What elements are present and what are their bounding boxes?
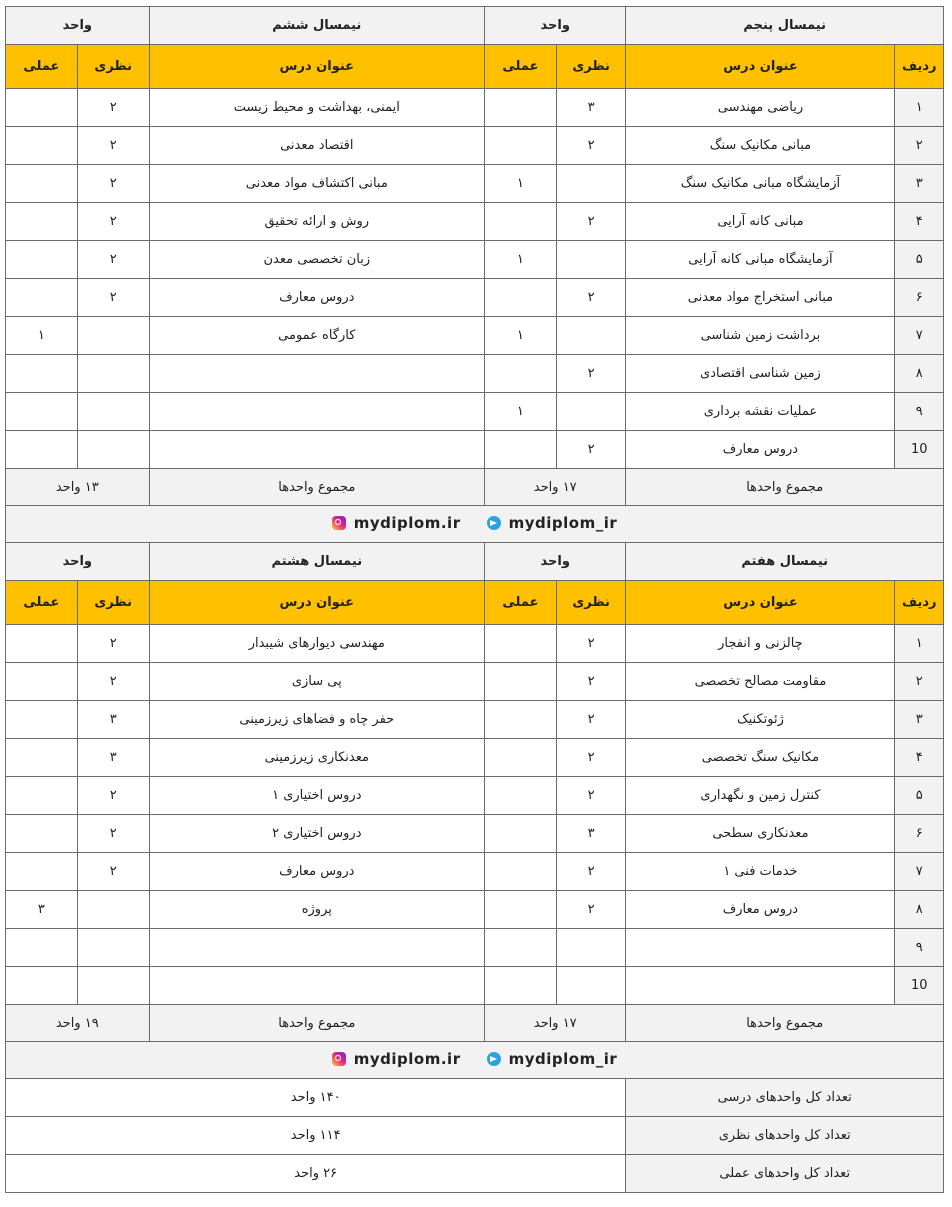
left-course-title-header: عنوان درس [149, 45, 485, 89]
left-theory-units: ۲ [77, 663, 149, 701]
left-theory-units: ۲ [77, 279, 149, 317]
grand-total-label: تعداد کل واحدهای عملی [626, 1155, 944, 1193]
right-practical-units [485, 663, 557, 701]
column-header-row [6, 581, 944, 625]
left-course-title: معدنکاری زیرزمینی [149, 739, 485, 777]
telegram-handle[interactable]: mydiplom_ir [508, 514, 618, 532]
right-practical-units [485, 625, 557, 663]
right-theory-units: ۳ [556, 815, 626, 853]
right-practical-units [485, 279, 557, 317]
left-theory-units: ۲ [77, 127, 149, 165]
right-practical-header: عملی [485, 45, 557, 89]
instagram-handle[interactable]: mydiplom.ir [353, 514, 461, 532]
left-practical-units [6, 967, 78, 1005]
total-units-row [6, 1005, 944, 1042]
right-semester-title: نیمسال هفتم [626, 543, 944, 581]
left-practical-units [6, 279, 78, 317]
telegram-icon [487, 1052, 501, 1066]
right-practical-header: عملی [485, 581, 557, 625]
row-number: ۹ [895, 929, 944, 967]
left-theory-units: ۲ [77, 165, 149, 203]
table-row [6, 279, 944, 317]
table-row [6, 431, 944, 469]
left-practical-units [6, 815, 78, 853]
right-theory-units: ۲ [556, 625, 626, 663]
left-course-title [149, 929, 485, 967]
instagram-icon [332, 516, 346, 530]
row-number: ۴ [895, 203, 944, 241]
grand-total-label: تعداد کل واحدهای درسی [626, 1079, 944, 1117]
social-row [6, 506, 944, 543]
row-number: ۵ [895, 241, 944, 279]
right-course-title: چالزنی و انفجار [626, 625, 895, 663]
table-row [6, 853, 944, 891]
table-row [6, 815, 944, 853]
right-practical-units: ۱ [485, 317, 557, 355]
right-practical-units [485, 355, 557, 393]
left-course-title [149, 393, 485, 431]
left-practical-units: ۳ [6, 891, 78, 929]
left-theory-units: ۲ [77, 89, 149, 127]
table-row [6, 891, 944, 929]
left-total-value: ۱۹ واحد [6, 1005, 150, 1042]
right-course-title-header: عنوان درس [626, 581, 895, 625]
left-practical-units [6, 777, 78, 815]
left-course-title: مبانی اکتشاف مواد معدنی [149, 165, 485, 203]
right-practical-units [485, 89, 557, 127]
left-course-title: دروس معارف [149, 279, 485, 317]
right-total-label: مجموع واحدها [626, 1005, 944, 1042]
right-practical-units [485, 853, 557, 891]
right-course-title: آزمایشگاه مبانی مکانیک سنگ [626, 165, 895, 203]
left-course-title: مهندسی دیوارهای شیبدار [149, 625, 485, 663]
row-number: ۷ [895, 317, 944, 355]
row-number-header: ردیف [895, 581, 944, 625]
left-theory-units [77, 317, 149, 355]
row-number: ۵ [895, 777, 944, 815]
left-practical-units [6, 127, 78, 165]
right-practical-units [485, 777, 557, 815]
right-total-value: ۱۷ واحد [485, 469, 626, 506]
left-theory-units [77, 929, 149, 967]
left-total-label: مجموع واحدها [149, 1005, 485, 1042]
left-theory-units: ۲ [77, 241, 149, 279]
right-course-title: کنترل زمین و نگهداری [626, 777, 895, 815]
right-theory-units: ۲ [556, 431, 626, 469]
right-theory-units [556, 241, 626, 279]
right-practical-units [485, 431, 557, 469]
row-number: ۳ [895, 701, 944, 739]
right-course-title: مقاومت مصالح تخصصی [626, 663, 895, 701]
left-practical-units [6, 355, 78, 393]
right-theory-header: نظری [556, 581, 626, 625]
right-practical-units [485, 815, 557, 853]
grand-total-row [6, 1117, 944, 1155]
telegram-handle[interactable]: mydiplom_ir [508, 1050, 618, 1068]
right-theory-units: ۲ [556, 203, 626, 241]
right-theory-units: ۲ [556, 891, 626, 929]
right-theory-units [556, 165, 626, 203]
left-unit-header: واحد [6, 543, 150, 581]
left-course-title: کارگاه عمومی [149, 317, 485, 355]
row-number: 10 [895, 431, 944, 469]
row-number: ۱ [895, 89, 944, 127]
row-number: ۷ [895, 853, 944, 891]
right-theory-units: ۲ [556, 853, 626, 891]
row-number: ۲ [895, 127, 944, 165]
table-row [6, 241, 944, 279]
right-practical-units [485, 701, 557, 739]
right-total-label: مجموع واحدها [626, 469, 944, 506]
grand-total-label: تعداد کل واحدهای نظری [626, 1117, 944, 1155]
left-course-title: دروس اختیاری ۲ [149, 815, 485, 853]
semester-header-row [6, 543, 944, 581]
curriculum-page [5, 6, 944, 1193]
left-semester-title: نیمسال ششم [149, 7, 485, 45]
right-theory-units: ۲ [556, 663, 626, 701]
right-practical-units: ۱ [485, 393, 557, 431]
right-theory-units: ۲ [556, 701, 626, 739]
left-total-value: ۱۳ واحد [6, 469, 150, 506]
right-theory-units: ۲ [556, 777, 626, 815]
table-row [6, 929, 944, 967]
right-unit-header: واحد [485, 543, 626, 581]
left-practical-units: ۱ [6, 317, 78, 355]
social-group [332, 1050, 617, 1068]
left-theory-header: نظری [77, 45, 149, 89]
left-practical-units [6, 241, 78, 279]
row-number: ۶ [895, 815, 944, 853]
left-course-title [149, 431, 485, 469]
left-course-title [149, 355, 485, 393]
left-practical-units [6, 739, 78, 777]
left-theory-units: ۳ [77, 739, 149, 777]
row-number: ۸ [895, 891, 944, 929]
right-course-title [626, 967, 895, 1005]
left-course-title: پی سازی [149, 663, 485, 701]
table-row [6, 663, 944, 701]
right-course-title: زمین شناسی اقتصادی [626, 355, 895, 393]
right-practical-units [485, 891, 557, 929]
left-theory-units [77, 967, 149, 1005]
right-course-title: ژئوتکنیک [626, 701, 895, 739]
right-theory-units: ۲ [556, 279, 626, 317]
table-row [6, 317, 944, 355]
curriculum-table [5, 6, 944, 1193]
right-course-title: ریاضی مهندسی [626, 89, 895, 127]
right-theory-units [556, 929, 626, 967]
row-number: ۳ [895, 165, 944, 203]
right-theory-units [556, 317, 626, 355]
right-course-title-header: عنوان درس [626, 45, 895, 89]
left-course-title [149, 967, 485, 1005]
left-semester-title: نیمسال هشتم [149, 543, 485, 581]
right-theory-units [556, 393, 626, 431]
left-practical-units [6, 701, 78, 739]
right-course-title: آزمایشگاه مبانی کانه آرایی [626, 241, 895, 279]
left-course-title: اقتصاد معدنی [149, 127, 485, 165]
table-row [6, 203, 944, 241]
right-course-title: مبانی مکانیک سنگ [626, 127, 895, 165]
grand-total-row [6, 1079, 944, 1117]
right-course-title [626, 929, 895, 967]
right-course-title: خدمات فنی ۱ [626, 853, 895, 891]
table-row [6, 625, 944, 663]
left-practical-units [6, 393, 78, 431]
right-course-title: دروس معارف [626, 891, 895, 929]
column-header-row [6, 45, 944, 89]
grand-total-value: ۱۴۰ واحد [6, 1079, 626, 1117]
left-practical-units [6, 203, 78, 241]
left-practical-header: عملی [6, 581, 78, 625]
right-practical-units [485, 739, 557, 777]
right-course-title: مبانی کانه آرایی [626, 203, 895, 241]
right-semester-title: نیمسال پنجم [626, 7, 944, 45]
left-theory-header: نظری [77, 581, 149, 625]
left-practical-header: عملی [6, 45, 78, 89]
right-course-title: دروس معارف [626, 431, 895, 469]
row-number: ۲ [895, 663, 944, 701]
left-theory-units: ۲ [77, 625, 149, 663]
table-row [6, 393, 944, 431]
row-number: ۸ [895, 355, 944, 393]
right-course-title: برداشت زمین شناسی [626, 317, 895, 355]
right-theory-units: ۳ [556, 89, 626, 127]
right-practical-units: ۱ [485, 241, 557, 279]
grand-total-value: ۱۱۴ واحد [6, 1117, 626, 1155]
right-practical-units [485, 967, 557, 1005]
left-unit-header: واحد [6, 7, 150, 45]
left-practical-units [6, 663, 78, 701]
left-theory-units: ۲ [77, 815, 149, 853]
left-course-title: دروس اختیاری ۱ [149, 777, 485, 815]
left-course-title: روش و ارائه تحقیق [149, 203, 485, 241]
left-practical-units [6, 431, 78, 469]
right-practical-units: ۱ [485, 165, 557, 203]
left-course-title: دروس معارف [149, 853, 485, 891]
left-course-title: ایمنی، بهداشت و محیط زیست [149, 89, 485, 127]
left-practical-units [6, 929, 78, 967]
social-links [6, 1042, 944, 1079]
social-row [6, 1042, 944, 1079]
left-course-title: حفر چاه و فضاهای زیرزمینی [149, 701, 485, 739]
right-theory-units: ۲ [556, 127, 626, 165]
left-course-title: زبان تخصصی معدن [149, 241, 485, 279]
left-theory-units [77, 431, 149, 469]
instagram-handle[interactable]: mydiplom.ir [353, 1050, 461, 1068]
grand-total-row [6, 1155, 944, 1193]
left-theory-units: ۲ [77, 853, 149, 891]
left-total-label: مجموع واحدها [149, 469, 485, 506]
table-row [6, 701, 944, 739]
left-practical-units [6, 853, 78, 891]
row-number: ۴ [895, 739, 944, 777]
right-practical-units [485, 203, 557, 241]
left-theory-units [77, 393, 149, 431]
social-group [332, 514, 617, 532]
table-row [6, 355, 944, 393]
right-unit-header: واحد [485, 7, 626, 45]
left-theory-units [77, 355, 149, 393]
table-row [6, 967, 944, 1005]
right-course-title: مکانیک سنگ تخصصی [626, 739, 895, 777]
row-number-header: ردیف [895, 45, 944, 89]
right-theory-units: ۲ [556, 739, 626, 777]
left-practical-units [6, 165, 78, 203]
right-practical-units [485, 127, 557, 165]
right-course-title: معدنکاری سطحی [626, 815, 895, 853]
total-units-row [6, 469, 944, 506]
table-row [6, 777, 944, 815]
table-row [6, 165, 944, 203]
left-course-title-header: عنوان درس [149, 581, 485, 625]
table-row [6, 89, 944, 127]
semester-header-row [6, 7, 944, 45]
right-total-value: ۱۷ واحد [485, 1005, 626, 1042]
left-course-title: پروژه [149, 891, 485, 929]
left-theory-units: ۲ [77, 203, 149, 241]
right-course-title: عملیات نقشه برداری [626, 393, 895, 431]
left-theory-units: ۳ [77, 701, 149, 739]
left-practical-units [6, 89, 78, 127]
row-number: ۹ [895, 393, 944, 431]
row-number: ۱ [895, 625, 944, 663]
grand-total-value: ۲۶ واحد [6, 1155, 626, 1193]
social-links [6, 506, 944, 543]
table-row [6, 739, 944, 777]
left-theory-units [77, 891, 149, 929]
table-row [6, 127, 944, 165]
right-theory-units [556, 967, 626, 1005]
right-practical-units [485, 929, 557, 967]
telegram-icon [487, 516, 501, 530]
left-theory-units: ۲ [77, 777, 149, 815]
left-practical-units [6, 625, 78, 663]
row-number: 10 [895, 967, 944, 1005]
right-theory-header: نظری [556, 45, 626, 89]
row-number: ۶ [895, 279, 944, 317]
right-course-title: مبانی استخراج مواد معدنی [626, 279, 895, 317]
instagram-icon [332, 1052, 346, 1066]
right-theory-units: ۲ [556, 355, 626, 393]
